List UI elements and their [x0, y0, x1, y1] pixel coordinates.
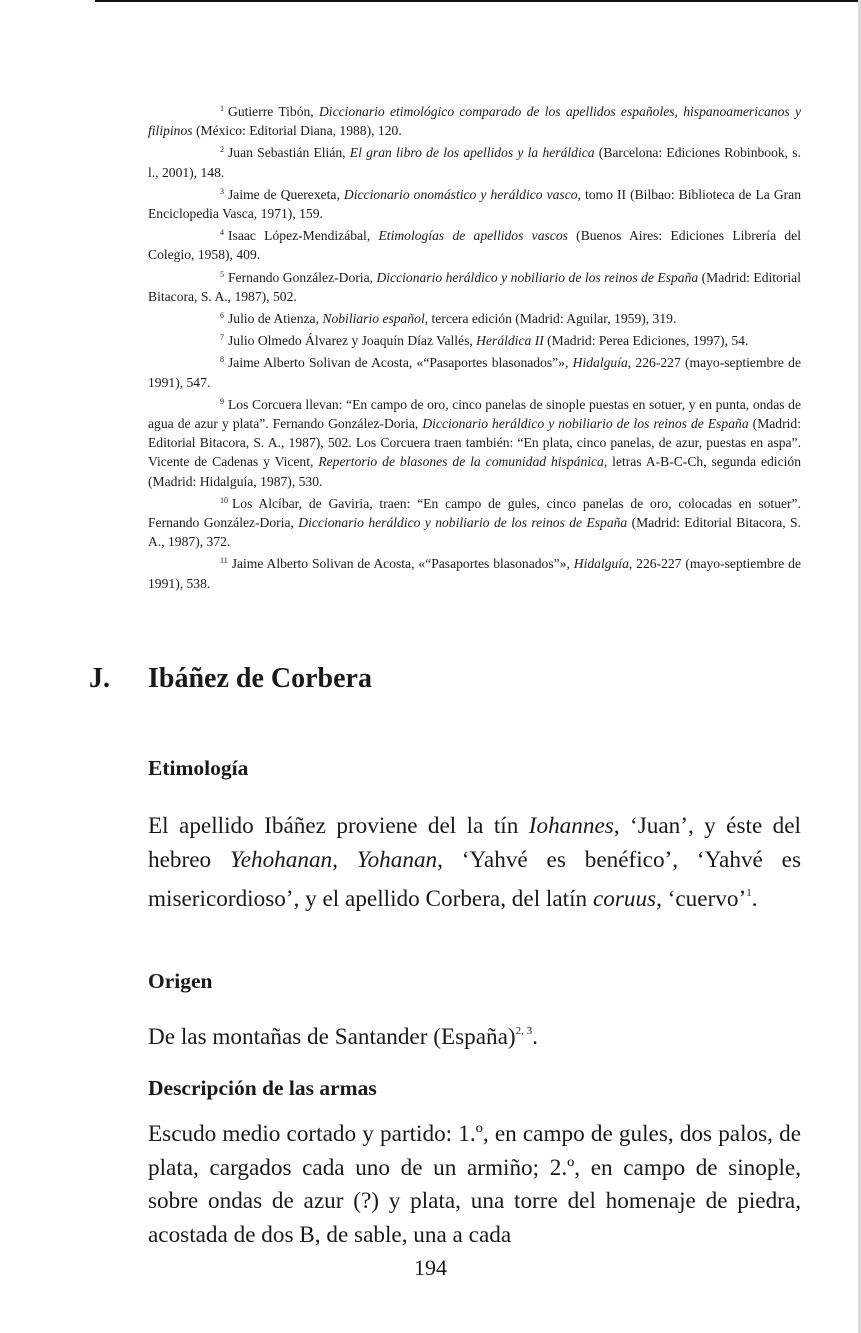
heading-etimologia: Etimología: [148, 756, 249, 780]
footnote: [148, 99, 801, 140]
page-number: 194: [414, 1255, 447, 1280]
footnote: [148, 551, 801, 592]
section-title: Ibáñez de Corbera: [148, 663, 372, 694]
footnote-text: (México: Editorial Diana, 1988), 120.: [192, 123, 402, 139]
footnote-text: Los Alcíbar, de Gaviria, traen: “En campo de gules, cinco panelas de oro, colocadas en sotuer”. Fernando González-Doria,: [148, 495, 801, 531]
footnote-text: (Madrid: Editorial Bitacora, S. A., 1987), 502.: [148, 269, 801, 304]
footnote-title: Hidalguía: [572, 355, 628, 371]
footnote-text: (Madrid: Editorial Bitacora, S. A., 1987), 502. Los Corcuera traen también: “En plata, cinco panelas, de azur, puestas en aspa”. Vicente de Cadenas y Vicent,: [148, 416, 801, 470]
text-run: , ‘cuervo’: [656, 886, 747, 912]
italic-term: Iohannes: [528, 813, 614, 839]
footnote-number: 5: [220, 269, 224, 279]
footnote-title: Heráldica II: [476, 333, 544, 349]
footnote-title: Hidalguía: [573, 556, 629, 572]
italic-term: Yehohanan, Yohanan: [229, 846, 438, 873]
footnote-title: Diccionario heráldico y nobiliario de los reinos de España: [298, 515, 628, 531]
footnote-number: 6: [220, 311, 224, 321]
footnote: [148, 392, 801, 491]
heading-armas: Descripción de las armas: [148, 1076, 377, 1100]
footnote-title: El gran libro de los apellidos y la heráldica: [349, 145, 595, 161]
footnote-text: , tomo II (Bilbao: Biblioteca de La Gran Enciclopedia Vasca, 1971), 159.: [148, 186, 801, 222]
footnote-title: Repertorio de blasones de la comunidad hispánica: [318, 454, 604, 470]
footnote-number: 11: [220, 556, 228, 566]
footnote-title: Diccionario heráldico y nobiliario de los reinos de España: [376, 269, 699, 285]
footnote-text: , tercera edición (Madrid: Aguilar, 1959), 319.: [424, 311, 677, 327]
footnote-text: (Madrid: Editorial Bitacora, S. A., 1987), 372.: [148, 515, 801, 550]
footnote-text: , 226-227 (mayo-septiembre de 1991), 538.: [148, 556, 801, 591]
footnote: [148, 328, 801, 350]
footnote: [148, 491, 801, 552]
text-run: , ‘Yahvé es benéfico’, ‘Yahvé es misericordioso’, y el apellido Corbera, del latín: [148, 846, 801, 912]
footnote-title: Diccionario heráldico y nobiliario de los reinos de España: [422, 416, 749, 432]
footnote-text: (Barcelona: Ediciones Robinbook, s. l., 2001), 148.: [148, 145, 801, 180]
footnote-title: Diccionario etimológico comparado de los apellidos españoles, hispanoamericanos y filipinos: [148, 104, 801, 139]
text-run: El apellido Ibáñez proviene del la tín: [148, 813, 529, 839]
etimologia-paragraph: [148, 810, 801, 917]
footnote-number: 1: [220, 104, 224, 113]
footnote-ref: 2, 3: [515, 1025, 533, 1037]
footnote-text: Isaac López-Mendizábal,: [228, 228, 379, 244]
footnote-number: 3: [220, 186, 224, 196]
footnote: [148, 306, 801, 328]
footnote-text: Jaime Alberto Solivan de Acosta, «“Pasaportes blasonados”»,: [228, 355, 573, 371]
footnote-text: (Buenos Aires: Ediciones Librería del Colegio, 1958), 409.: [148, 228, 801, 263]
footnote-number: 8: [220, 355, 224, 365]
heading-origen: Origen: [148, 969, 213, 993]
top-rule: [95, 0, 861, 2]
footnote-number: 9: [220, 396, 224, 406]
footnote-text: , 226-227 (mayo-septiembre de 1991), 547.: [148, 355, 801, 390]
footnote-text: Julio Olmedo Álvarez y Joaquín Díaz Vallés,: [228, 333, 477, 349]
footnote-title: Diccionario onomástico y heráldico vasco: [343, 186, 578, 202]
footnote: [148, 265, 801, 306]
text-run: De las montañas de Santander (España): [148, 1024, 516, 1050]
text-run: .: [751, 886, 758, 912]
footnote-number: 7: [220, 333, 224, 343]
footnote-text: Juan Sebastián Elián,: [228, 145, 350, 161]
footnote: [148, 182, 801, 223]
footnote-text: Jaime de Querexeta,: [228, 186, 344, 202]
footnote: [148, 140, 801, 181]
footnote-number: 10: [220, 495, 228, 505]
armas-paragraph: Escudo medio cortado y partido: 1.º, en campo de gules, dos palos, de plata, cargados cada uno de un armiño; 2.º, en campo de sinople, sobre ondas de azur (?) y plata, una torre del homenaje de piedra, acostada de dos B, de sable, una a cada: [148, 1121, 801, 1248]
origen-paragraph: [148, 1015, 801, 1055]
footnote: [148, 223, 801, 264]
text-run: , ‘Juan’, y éste del hebreo: [148, 813, 801, 873]
footnote-text: , letras A-B-C-Ch, segunda edición (Madrid: Hidalguía, 1987), 530.: [148, 454, 801, 489]
footnote-text: Los Corcuera llevan: “En campo de oro, cinco panelas de sinople puestas en sotuer, y en punta, ondas de agua de azur y plata”. Fernando González-Doria,: [148, 396, 801, 432]
footnotes: [148, 99, 801, 593]
footnote-text: Julio de Atienza,: [228, 311, 323, 327]
footnote-text: Jaime Alberto Solivan de Acosta, «“Pasaportes blasonados”»,: [231, 556, 574, 572]
footnote-text: Gutierre Tibón,: [228, 104, 319, 119]
footnote-title: Etimologías de apellidos vascos: [378, 228, 568, 244]
footnote: [148, 350, 801, 391]
text-run: .: [532, 1024, 538, 1050]
footnote-ref: 1: [746, 887, 752, 899]
footnote-number: 4: [220, 228, 224, 238]
footnote-title: Nobiliario español: [322, 311, 425, 327]
italic-term: coruus: [592, 886, 657, 912]
footnote-text: Fernando González-Doria,: [228, 269, 377, 285]
footnote-text: (Madrid: Perea Ediciones, 1997), 54.: [543, 333, 749, 349]
section-letter: J.: [89, 663, 110, 694]
footnote-number: 2: [220, 145, 224, 155]
